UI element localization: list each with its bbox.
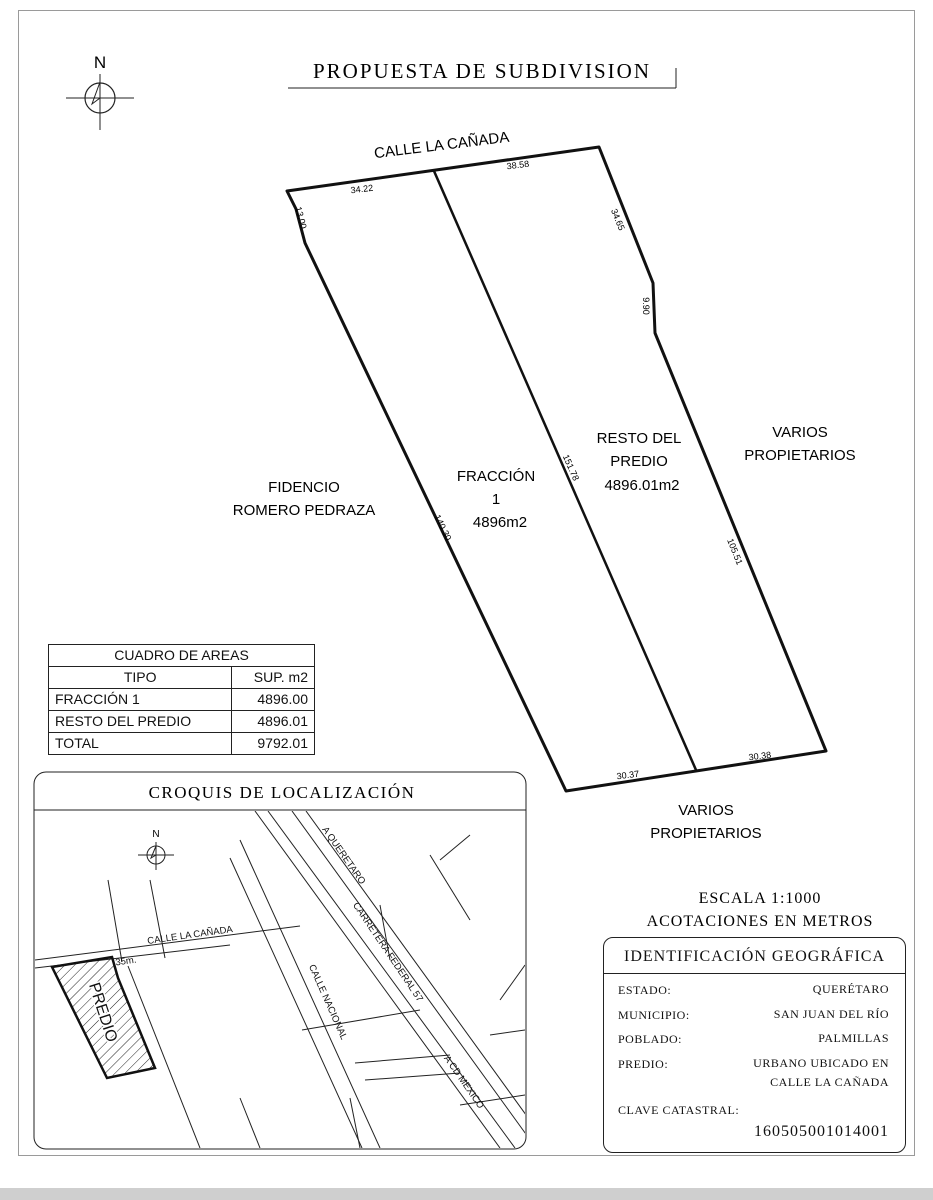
geo-poblado-label: POBLADO: bbox=[618, 1032, 683, 1046]
table-row bbox=[49, 733, 315, 755]
neighbor-bottom-1: VARIOS bbox=[678, 802, 734, 819]
areas-table-title: CUADRO DE AREAS bbox=[49, 645, 315, 667]
table-row bbox=[49, 711, 315, 733]
fraction1-area: 4896m2 bbox=[472, 514, 528, 531]
dim-left-long: 140.30 bbox=[432, 512, 454, 543]
row-sup: 4896.00 bbox=[232, 689, 315, 711]
fraction1-label: FRACCIÓN bbox=[456, 468, 536, 485]
areas-col-tipo: TIPO bbox=[49, 667, 232, 689]
croquis-title: CROQUIS DE LOCALIZACIÓN bbox=[148, 783, 416, 802]
neighbor-left-2: ROMERO PEDRAZA bbox=[232, 502, 376, 519]
dim-division: 151.78 bbox=[560, 452, 582, 483]
row-tipo: TOTAL bbox=[49, 733, 232, 755]
geo-estado: QUERÉTARO bbox=[812, 982, 889, 996]
dim-top-left: 34.22 bbox=[350, 182, 374, 196]
geo-clave: 160505001014001 bbox=[754, 1123, 889, 1140]
dim-bottom-right: 30.38 bbox=[748, 749, 772, 763]
geo-predio-label: PREDIO: bbox=[618, 1057, 669, 1071]
table-row bbox=[49, 689, 315, 711]
croquis-calle-canada: CALLE LA CAÑADA bbox=[146, 924, 234, 947]
croquis-north-label: N bbox=[152, 829, 160, 840]
dim-bottom-left: 30.37 bbox=[616, 768, 640, 782]
geo-id-box bbox=[603, 937, 906, 1153]
lot-outline bbox=[287, 147, 826, 791]
croquis-calle-nacional: CALLE NACIONAL bbox=[305, 962, 350, 1042]
row-tipo: RESTO DEL PREDIO bbox=[49, 711, 232, 733]
dim-top-right: 38.58 bbox=[506, 158, 530, 172]
geo-predio-line2: CALLE LA CAÑADA bbox=[770, 1075, 889, 1089]
dim-right-long: 105.51 bbox=[725, 536, 745, 567]
neighbor-bottom-2: PROPIETARIOS bbox=[650, 825, 762, 842]
croquis-carretera: CARRETERA FEDERAL 57 bbox=[350, 900, 425, 1005]
geo-title: IDENTIFICACIÓN GEOGRÁFICA bbox=[604, 938, 905, 974]
street-top: CALLE LA CAÑADA bbox=[373, 128, 511, 163]
geo-clave-label: CLAVE CATASTRAL: bbox=[618, 1103, 740, 1117]
geo-municipio-label: MUNICIPIO: bbox=[618, 1008, 690, 1022]
neighbor-left-1: FIDENCIO bbox=[268, 479, 340, 496]
geo-estado-label: ESTADO: bbox=[618, 983, 672, 997]
croquis-a-queretaro: A QUERETARO bbox=[319, 824, 368, 887]
areas-table bbox=[48, 644, 315, 755]
north-arrow-icon bbox=[66, 53, 134, 130]
row-tipo: FRACCIÓN 1 bbox=[49, 689, 232, 711]
row-sup: 9792.01 bbox=[232, 733, 315, 755]
areas-col-sup: SUP. m2 bbox=[232, 667, 315, 689]
dim-right-short-b: 9.90 bbox=[641, 297, 651, 315]
croquis-dim-35: 35m. bbox=[114, 954, 138, 969]
croquis-a-cd-mexico: A CD MEXICO bbox=[441, 1053, 486, 1111]
plan-title: PROPUESTA DE SUBDIVISION bbox=[312, 59, 652, 83]
fraction1-number: 1 bbox=[491, 491, 501, 508]
dim-left-short: 13.00 bbox=[293, 205, 309, 230]
geo-poblado: PALMILLAS bbox=[818, 1031, 889, 1045]
neighbor-right-1: VARIOS bbox=[772, 424, 828, 441]
row-sup: 4896.01 bbox=[232, 711, 315, 733]
remainder-area: 4896.01m2 bbox=[604, 477, 680, 494]
north-label: N bbox=[93, 53, 107, 72]
neighbor-right-2: PROPIETARIOS bbox=[744, 447, 856, 464]
remainder-label2: PREDIO bbox=[610, 453, 668, 470]
geo-predio-line1: URBANO UBICADO EN bbox=[753, 1056, 889, 1070]
geo-municipio: SAN JUAN DEL RÍO bbox=[773, 1007, 889, 1021]
scale-text: ESCALA 1:1000 bbox=[698, 890, 822, 907]
units-text: ACOTACIONES EN METROS bbox=[646, 913, 874, 930]
croquis-predio: PREDIO bbox=[85, 980, 121, 1045]
dim-right-short-a: 34.65 bbox=[609, 207, 627, 232]
remainder-label1: RESTO DEL bbox=[596, 430, 682, 447]
